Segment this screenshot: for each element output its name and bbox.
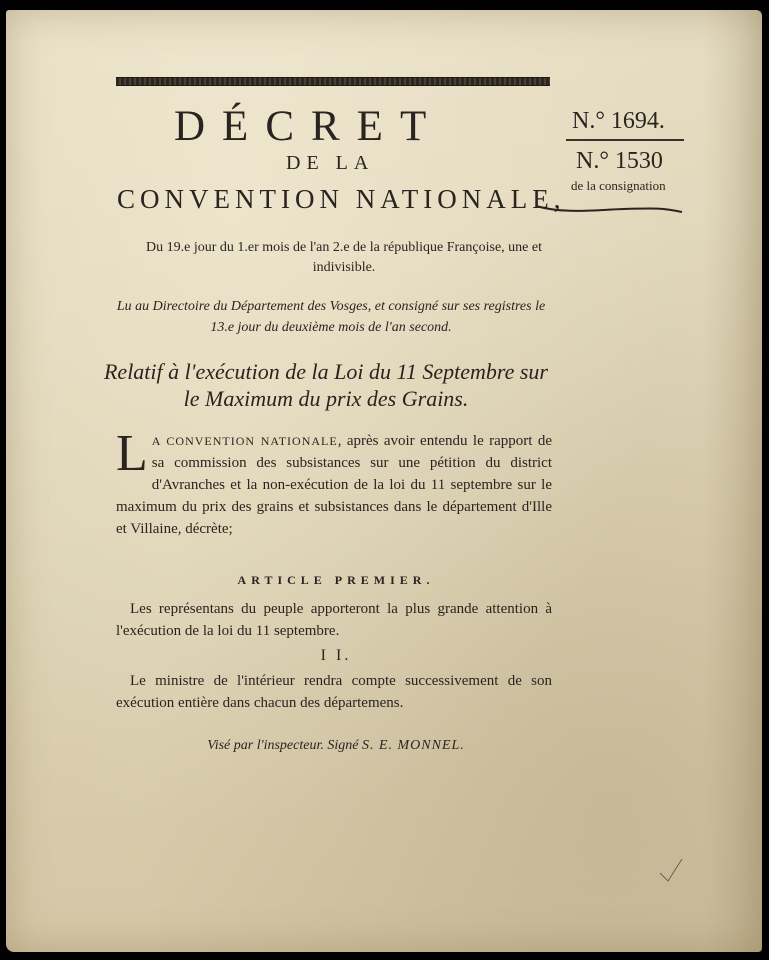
article-2-heading: I I. <box>320 647 352 664</box>
preamble-paragraph <box>116 425 552 540</box>
decree-title: DÉCRET <box>174 103 444 150</box>
article-premier-heading: ARTICLE PREMIER. <box>237 573 435 587</box>
subject-heading: Relatif à l'exécution de la Loi du 11 Septembre sur le Maximum du prix des Grains. <box>103 359 548 411</box>
preamble-smallcaps: A CONVENTION NATIONALE <box>151 434 338 448</box>
date-line: Du 19.e jour du 1.er mois de l'an 2.e de la république Françoise, une et indivisible. <box>146 240 542 275</box>
handwritten-swash <box>534 200 684 216</box>
signature-line <box>106 738 566 754</box>
decree-subtitle: DE LA <box>286 152 375 174</box>
pencil-check-mark <box>656 855 686 885</box>
vise-prefix: Visé par l'inspecteur. Signé <box>207 738 359 753</box>
convention-heading: CONVENTION NATIONALE, <box>117 184 566 214</box>
article-1-text: Les représentans du peuple apporteront la plus grande attention à l'exécution de la loi du 11 septembre. <box>116 601 552 639</box>
signatory-name: S. E. MONNEL. <box>361 738 465 753</box>
number-underline <box>566 139 684 141</box>
drop-cap: L <box>116 425 148 482</box>
article-2-text: Le ministre de l'intérieur rendra compte successivement de son exécution entière dans chacun des départemens. <box>116 673 552 711</box>
preamble-text: , après avoir entendu le rapport de sa commission des subsistances sur une pétition du district d'Avranches et la non-exécution de la loi du 11 septembre sur le maximum du prix des grains et subsistances dans le département d'Ille et Villaine, décrète; <box>116 433 552 537</box>
registry-note: Lu au Directoire du Département des Vosges, et consigné sur ses registres le 13.e jour du deuxième mois de l'an second. <box>116 299 546 335</box>
handwritten-number-1694: N.° 1694. <box>572 108 665 134</box>
ornamental-rule <box>116 77 550 86</box>
consignation-note: de la consignation <box>571 178 666 193</box>
document-page <box>6 10 762 952</box>
handwritten-number-1530: N.° 1530 <box>576 148 663 174</box>
